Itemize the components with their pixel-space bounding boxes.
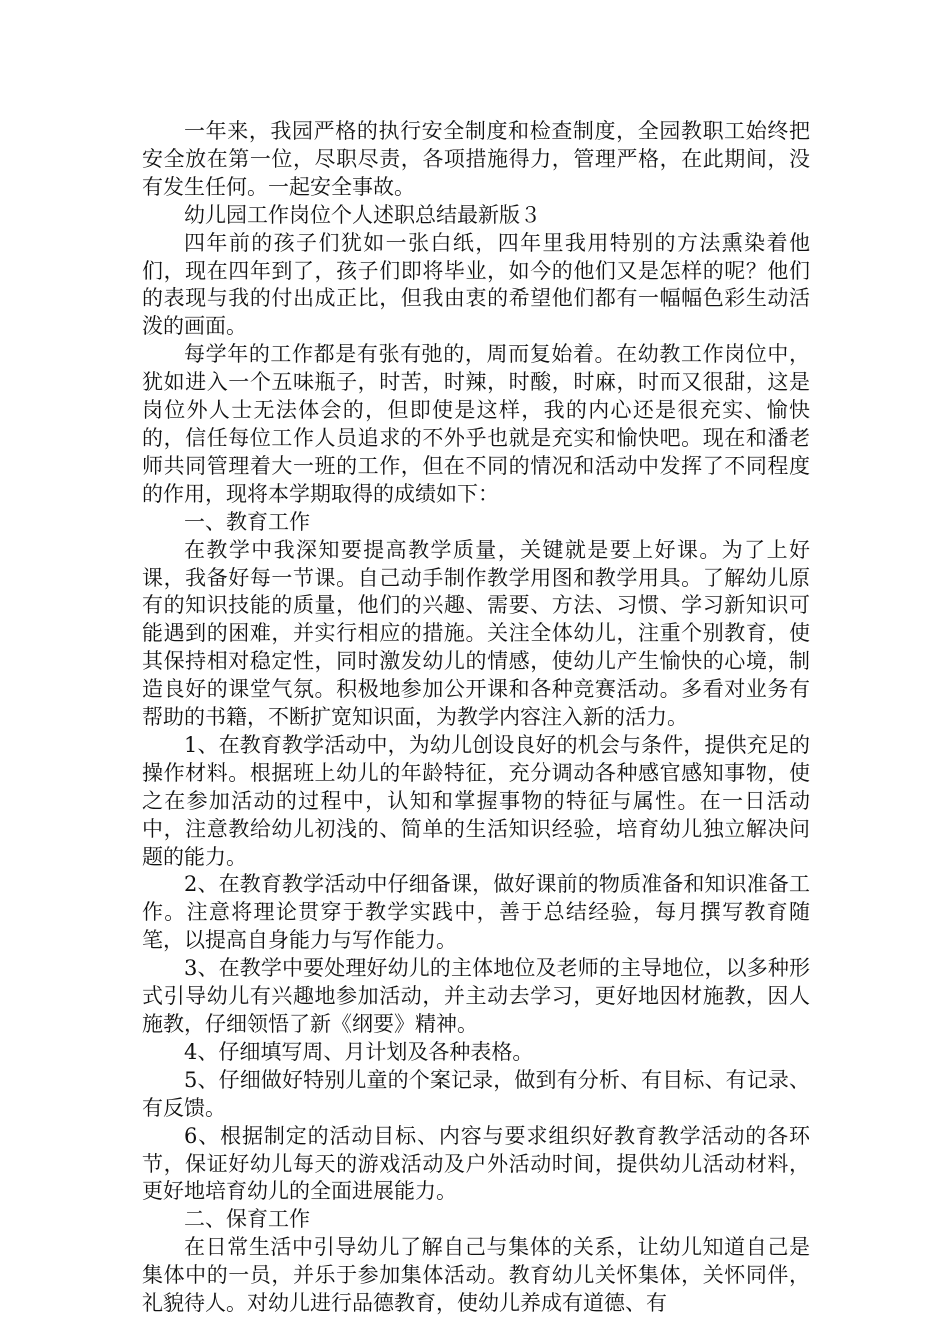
paragraph-safety: 一年来，我园严格的执行安全制度和检查制度，全园教职工始终把安全放在第一位，尽职尽责，各项措施得力，管理严格，在此期间，没有发生任何。一起安全事故。 bbox=[142, 119, 810, 199]
heading-care-work: 二、保育工作 bbox=[184, 1207, 310, 1232]
list-item-4: 4、仔细填写周、月计划及各种表格。 bbox=[184, 1039, 534, 1064]
list-item-2: 2、在教育教学活动中仔细备课，做好课前的物质准备和知识准备工作。注意将理论贯穿于教学实践中，善于总结经验，每月撰写教育随笔，以提高自身能力与写作能力。 bbox=[142, 872, 810, 953]
document-page bbox=[142, 118, 810, 1318]
paragraph-teaching: 在教学中我深知要提高教学质量，关键就是要上好课。为了上好课，我备好每一节课。自己动手制作教学用图和教学用具。了解幼儿原有的知识技能的质量，他们的兴趣、需要、方法、习惯、学习新知识可能遇到的困难，并实行相应的措施。关注全体幼儿，注重个别教育，使其保持相对稳定性，同时激发幼儿的情感，使幼儿产生愉快的心境，制造良好的课堂气氛。积极地参加公开课和各种竞赛活动。多看对业务有帮助的书籍，不断扩宽知识面，为教学内容注入新的活力。 bbox=[142, 537, 810, 730]
list-item-6: 6、根据制定的活动目标、内容与要求组织好教育教学活动的各环节，保证好幼儿每天的游戏活动及户外活动时间，提供幼儿活动材料，更好地培育幼儿的全面进展能力。 bbox=[142, 1123, 810, 1204]
list-item-1: 1、在教育教学活动中，为幼儿创设良好的机会与条件，提供充足的操作材料。根据班上幼儿的年龄特征，充分调动各种感官感知事物，使之在参加活动的过程中，认知和掌握事物的特征与属性。在一日活动中，注意教给幼儿初浅的、简单的生活知识经验，培育幼儿独立解决问题的能力。 bbox=[142, 732, 810, 869]
list-item-5: 5、仔细做好特别儿童的个案记录，做到有分析、有目标、有记录、有反馈。 bbox=[142, 1067, 810, 1120]
paragraph-overview: 每学年的工作都是有张有弛的，周而复始着。在幼教工作岗位中，犹如进入一个五味瓶子，时苦，时辣，时酸，时麻，时而又很甜，这是岗位外人士无法体会的，但即使是这样，我的内心还是很充实、愉快的，信任每位工作人员追求的不外乎也就是充实和愉快吧。现在和潘老师共同管理着大一班的工作，但在不同的情况和活动中发挥了不同程度的作用，现将本学期取得的成绩如下： bbox=[142, 342, 810, 506]
section-title: 幼儿园工作岗位个人述职总结最新版３ bbox=[184, 202, 541, 227]
paragraph-care: 在日常生活中引导幼儿了解自己与集体的关系，让幼儿知道自己是集体中的一员，并乐于参加集体活动。教育幼儿关怀集体，关怀同伴，礼貌待人。对幼儿进行品德教育，使幼儿养成有道德、有 bbox=[142, 1235, 810, 1316]
list-item-3: 3、在教学中要处理好幼儿的主体地位及老师的主导地位，以多种形式引导幼儿有兴趣地参加活动，并主动去学习，更好地因材施教，因人施教，仔细领悟了新《纲要》精神。 bbox=[142, 956, 810, 1036]
paragraph-intro: 四年前的孩子们犹如一张白纸，四年里我用特别的方法熏染着他们，现在四年到了，孩子们即将毕业，如今的他们又是怎样的呢？他们的表现与我的付出成正比，但我由衷的希望他们都有一幅幅色彩生动活泼的画面。 bbox=[142, 230, 810, 339]
heading-education-work: 一、教育工作 bbox=[184, 509, 310, 534]
